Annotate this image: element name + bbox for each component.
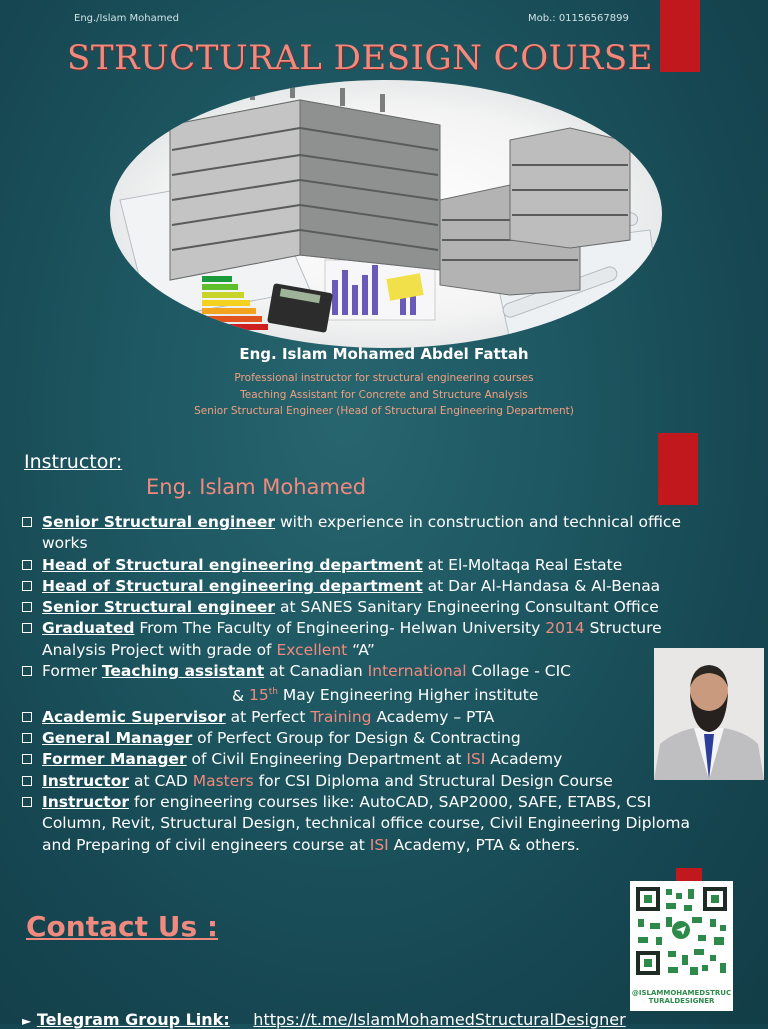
checkbox-bullet-icon xyxy=(22,733,32,743)
checkbox-bullet-icon xyxy=(22,754,32,764)
instructor-photo xyxy=(654,648,764,780)
mobile-number: Mob.: 01156567899 xyxy=(528,13,629,24)
telegram-link[interactable]: https://t.me/IslamMohamedStructuralDesigner xyxy=(253,1010,626,1029)
list-item: Senior Structural engineer with experience in construction and technical office works xyxy=(20,512,720,555)
telegram-row xyxy=(22,1010,626,1029)
contact-heading: Contact Us : xyxy=(26,910,219,943)
checkbox-bullet-icon xyxy=(22,712,32,722)
red-accent-bar-middle xyxy=(658,433,698,505)
checkbox-bullet-icon xyxy=(22,560,32,570)
red-accent-bar-bottom xyxy=(676,868,702,882)
profile-role-1: Professional instructor for structural engineering courses xyxy=(234,372,534,384)
checkbox-bullet-icon xyxy=(22,517,32,527)
list-item: Senior Structural engineer at SANES Sanitary Engineering Consultant Office xyxy=(20,597,720,618)
list-item: General Manager of Perfect Group for Design & Contracting xyxy=(20,728,720,749)
experience-list xyxy=(20,512,720,856)
instructor-name: Eng. Islam Mohamed xyxy=(146,475,367,499)
list-item: Instructor for engineering courses like: AutoCAD, SAP2000, SAFE, ETABS, CSI Column, Revit, Structural Design, technical office course, Civil Engineering Diploma and Preparing of civil engineers course at ISI Academy, PTA & others. xyxy=(20,792,720,856)
engineer-name-header: Eng./Islam Mohamed xyxy=(74,13,179,24)
bullet-arrow-icon: ► xyxy=(22,1014,32,1028)
list-item: Head of Structural engineering department at El-Moltaqa Real Estate xyxy=(20,555,720,576)
instructor-label: Instructor: xyxy=(24,451,123,473)
page-title: STRUCTURAL DESIGN COURSE xyxy=(67,38,653,78)
list-item: Instructor at CAD Masters for CSI Diploma and Structural Design Course xyxy=(20,771,720,792)
qr-code[interactable] xyxy=(630,881,733,1011)
list-item: Graduated From The Faculty of Engineering- Helwan University 2014 Structure Analysis Project with grade of Excellent “A” xyxy=(20,618,720,661)
checkbox-bullet-icon xyxy=(22,797,32,807)
profile-role-3: Senior Structural Engineer (Head of Structural Engineering Department) xyxy=(194,405,574,417)
checkbox-bullet-icon xyxy=(22,581,32,591)
qr-caption: @ISLAMMOHAMEDSTRUCTURALDESIGNER xyxy=(631,989,732,1005)
checkbox-bullet-icon xyxy=(22,623,32,633)
profile-name: Eng. Islam Mohamed Abdel Fattah xyxy=(239,345,529,363)
list-item: Academic Supervisor at Perfect Training Academy – PTA xyxy=(20,707,720,728)
profile-role-2: Teaching Assistant for Concrete and Structure Analysis xyxy=(240,389,528,401)
list-item: Head of Structural engineering department at Dar Al-Handasa & Al-Benaa xyxy=(20,576,720,597)
telegram-label: Telegram Group Link: xyxy=(36,1010,230,1029)
building-image xyxy=(110,80,662,348)
checkbox-bullet-icon xyxy=(22,602,32,612)
list-item: Former Teaching assistant at Canadian International Collage - CIC & 15th May Engineering Higher institute xyxy=(20,661,720,707)
qr-code-icon xyxy=(630,881,733,981)
checkbox-bullet-icon xyxy=(22,776,32,786)
list-item: Former Manager of Civil Engineering Department at ISI Academy xyxy=(20,749,720,770)
checkbox-bullet-icon xyxy=(22,666,32,676)
